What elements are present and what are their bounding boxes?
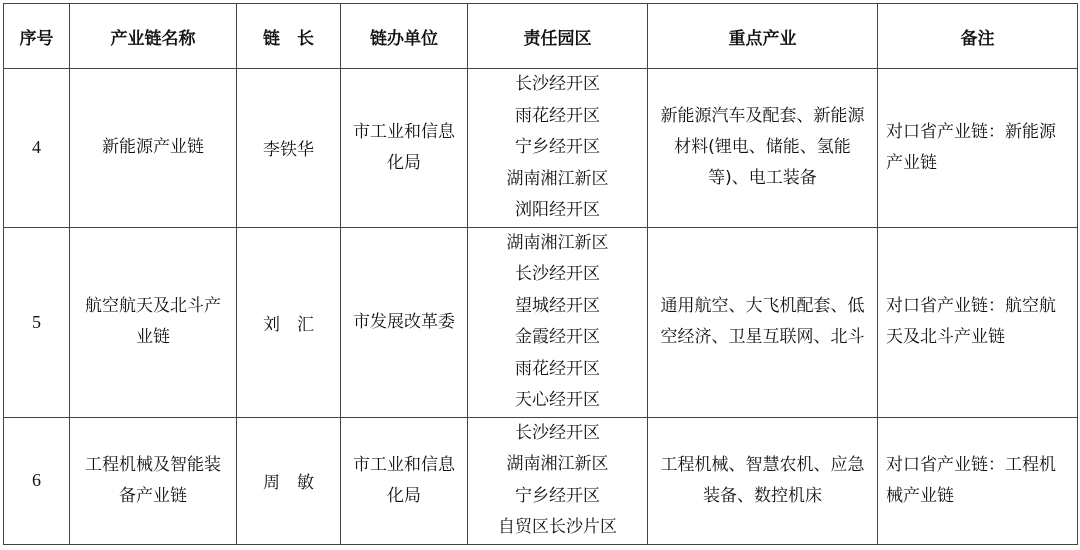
cell-chain-name: 航空航天及北斗产业链 [70,227,237,417]
park-item: 长沙经开区 [515,422,600,443]
park-item: 宁乡经开区 [515,485,600,506]
park-item: 金霞经开区 [515,327,600,347]
park-item: 长沙经开区 [515,74,600,94]
table-header-row [4,4,1078,69]
header-chain-name: 产业链名称 [70,4,237,69]
cell-key-industries: 新能源汽车及配套、新能源材料(锂电、储能、氢能等)、电工装备 [648,69,878,228]
header-responsible-parks: 责任园区 [468,4,648,69]
cell-office-unit: 市工业和信息化局 [341,417,468,544]
park-item: 湖南湘江新区 [506,454,609,474]
table-row [4,227,1078,417]
cell-office-unit: 市工业和信息化局 [341,69,468,228]
park-item: 自贸区长沙片区 [498,517,617,537]
header-chain-leader: 链 长 [237,4,341,69]
cell-remarks: 对口省产业链：工程机械产业链 [878,417,1078,544]
cell-office-unit: 市发展改革委 [341,227,468,417]
park-item: 雨花经开区 [515,358,600,379]
cell-seq: 6 [4,417,70,544]
cell-key-industries: 通用航空、大飞机配套、低空经济、卫星互联网、北斗 [648,227,878,417]
cell-responsible-parks [468,69,648,228]
park-item: 浏阳经开区 [515,200,600,220]
park-item: 雨花经开区 [515,105,600,126]
cell-chain-name: 新能源产业链 [70,69,237,228]
park-item: 天心经开区 [515,390,600,410]
cell-key-industries: 工程机械、智慧农机、应急装备、数控机床 [648,417,878,544]
cell-seq: 5 [4,227,70,417]
cell-remarks: 对口省产业链：航空航天及北斗产业链 [878,227,1078,417]
cell-seq: 4 [4,69,70,228]
cell-chain-leader: 李铁华 [237,69,341,228]
cell-chain-name: 工程机械及智能装备产业链 [70,417,237,544]
park-item: 湖南湘江新区 [506,168,609,189]
cell-responsible-parks [468,417,648,544]
cell-remarks: 对口省产业链：新能源产业链 [878,69,1078,228]
cell-chain-leader: 刘 汇 [237,227,341,417]
table-row [4,69,1078,228]
header-seq: 序号 [4,4,70,69]
cell-responsible-parks [468,227,648,417]
industry-chain-table [3,3,1078,545]
park-item: 望城经开区 [515,295,600,316]
header-remarks: 备注 [878,4,1078,69]
header-office-unit: 链办单位 [341,4,468,69]
header-key-industries: 重点产业 [648,4,878,69]
park-item: 宁乡经开区 [515,137,600,157]
park-item: 长沙经开区 [515,264,600,284]
table-row [4,417,1078,544]
park-item: 湖南湘江新区 [506,232,609,253]
cell-chain-leader: 周 敏 [237,417,341,544]
